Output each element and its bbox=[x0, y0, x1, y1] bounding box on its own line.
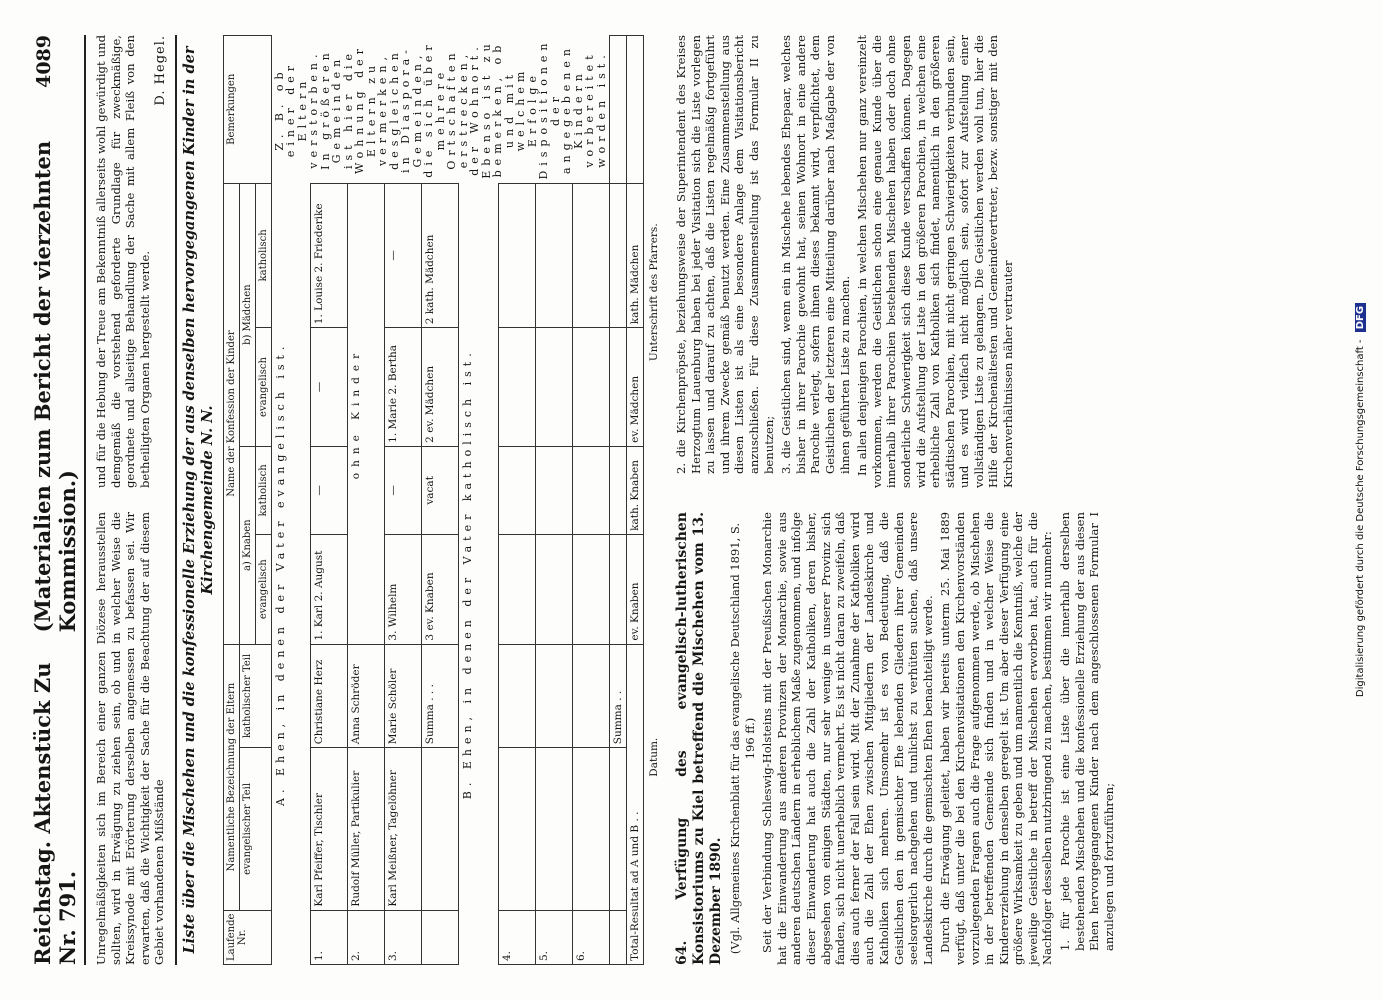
th-nr: Laufende Nr. bbox=[223, 910, 271, 964]
row-nr: 6. bbox=[572, 910, 609, 964]
credit-text: Digitalisierung gefördert durch die Deutsche Forschungsgemeinschaft - bbox=[1355, 339, 1366, 698]
summa-a-boys-ev: 3 ev. Knaben bbox=[422, 534, 459, 644]
row-girls-ev: 1. Marie 2. Bertha bbox=[385, 328, 422, 447]
signature: D. Hegel. bbox=[153, 35, 168, 106]
table-title: Liste über die Mischehen und die konfessionelle Erziehung der aus denselben hervorgegangenen Kinder in der Kirchengemeinde N. N. bbox=[180, 46, 216, 954]
summa-a-girls-ev: 2 ev. Mädchen bbox=[422, 328, 459, 447]
remarks-cell: Z. B. ob einer der Eltern verstorben. In größeren Gemeinden ist hier die Wohnung der Eltern zu vermerken, desgleichen in Diaspora-Gemeinden, die sich über mehrere Ortschaften erstrecken, der Wohnort. Ebenso ist zu bemerken, ob und mit welchem Erfolge Dispositionen der angegebenen Kindern vorbereitet worden ist. bbox=[271, 36, 610, 184]
th-girls-ev: evangelisch bbox=[255, 328, 271, 447]
th-boys-kath: katholisch bbox=[255, 446, 271, 534]
total-girls-kath: kath. Mädchen bbox=[627, 183, 644, 328]
row-nr: 3. bbox=[385, 910, 422, 964]
th-girls: b) Mädchen bbox=[239, 183, 255, 446]
summa-a-label: Summa . . . bbox=[422, 644, 459, 748]
row-boys-ev: 3. Wilhelm bbox=[385, 534, 422, 644]
row-evang: Karl Pfeiffer, Tischler bbox=[310, 748, 347, 910]
row-boys-kath: — bbox=[310, 446, 347, 534]
article-title: 64. Verfügung des evangelisch-lutherischen Konsistoriums zu Kiel betreffend die Mischehen vom 13. Dezember 1890. bbox=[674, 512, 724, 965]
article-item-2: 2. die Kirchenpröpste, beziehungsweise der Superintendent des Kreises Herzogtum Lauenburg haben bei jeder Visitation sich die Liste vorlegen zu lassen und darauf zu achten, daß die Listen regelmäßig fortgeführt und ihrem Zwecke gemäß benutzt werden. Eine Zusammenstellung aus diesen Listen ist als eine besondere Anlage dem Visitationsbericht anzuschließen. Für diese Zusammenstellung ist das Formular II zu benutzen; bbox=[674, 35, 776, 474]
summa-b-label: Summa . . bbox=[610, 644, 627, 748]
article-item-3: 3. die Geistlichen sind, wenn ein in Mischehe lebendes Ehepaar, welches bisher in ihrer Parochie gewohnt hat, seinen Wohnort in eine andere Parochie verlegt, sofern ihnen dieses bekannt wird, verpflichtet, dem Geistlichen der letzteren eine Mitteilung darüber nach Maßgabe der von ihnen geführten Liste zu machen. bbox=[779, 35, 852, 474]
table-footer bbox=[648, 35, 660, 965]
article-left-column bbox=[674, 512, 1119, 965]
date-label: Datum. bbox=[648, 737, 660, 777]
dfg-logo: DFG bbox=[1355, 303, 1366, 332]
section-b: B. Ehen, in denen der Vater katholisch ist. bbox=[459, 183, 498, 964]
signature-label: Unterschrift des Pfarrers. bbox=[648, 223, 660, 362]
header-center: (Materialien zum Bericht der vierzehnten Kommission.) bbox=[30, 140, 80, 633]
th-children: Name der Konfession der Kinder bbox=[223, 183, 239, 644]
top-right-column bbox=[94, 35, 169, 488]
top-text-columns bbox=[94, 35, 169, 965]
article-reference: (Vgl. Allgemeines Kirchenblatt für das evangelische Deutschland 1891, S. 196 ff.) bbox=[728, 522, 757, 955]
th-remarks: Bemerkungen bbox=[223, 36, 271, 184]
top-left-column: Unregelmäßigkeiten sich im Bereich einer ganzen Diözese herausstellen sollten, wird in Erwägung zu ziehen sein, ob und in welcher Weise die Kreissynode mit Erörterung derselben angemessen zu befassen sei. Wir erwarten, daß die Wichtigkeit der Sache für die Beachtung der auf diesem Gebiet vorhandenen Mißstände bbox=[94, 512, 166, 965]
article-paragraph-2: Durch die Erwägung geleitet, haben wir bereits unterm 25. Mai 1889 verfügt, daß unter die bei den Kirchenvisitationen den Kirchenvorständen vorzulegenden Fragen auch die Frage aufgenommen werde, ob Mischehen in der betreffenden Gemeinde sich finden und in welcher Weise die Kindererziehung in denselben geregelt ist. Um aber dieser Verfügung eine größere Wirksamkeit zu geben und um namentlich die Kenntniß, welche der jeweilige Geistliche in betreff der Mischehen erworben hat, auch für die Nachfolger desselben nutzbringend zu machen, bestimmen wir nunmehr: bbox=[938, 512, 1055, 965]
row-girls-kath: 1. Louise 2. Friederike bbox=[310, 183, 347, 328]
row-no-children: ohne Kinder bbox=[347, 183, 384, 644]
total-girls-ev: ev. Mädchen bbox=[627, 328, 644, 447]
row-kath: Anna Schröder bbox=[347, 644, 384, 748]
article-right-column bbox=[674, 35, 1119, 488]
header-left: Reichstag. Aktenstück Zu Nr. 791. bbox=[30, 662, 80, 965]
summa-a-girls-kath: 2 kath. Mädchen bbox=[422, 183, 459, 328]
total-boys-ev: ev. Knaben bbox=[627, 534, 644, 644]
row-nr: 1. bbox=[310, 910, 347, 964]
total-label: Total-Resultat ad A und B . . bbox=[627, 644, 644, 964]
th-boys: a) Knaben bbox=[239, 446, 255, 644]
top-right-text: und für die Hebung der Treue am Bekenntniß allerseits wohl gewürdigt und demgemäß die vorstehend geforderte Grundlage für zweckmäßige, geordnete und allseitige Behandlung der Sache mit allem Fleiß von den betheiligten Organen hergestellt werde. bbox=[94, 35, 152, 488]
divider bbox=[175, 35, 177, 965]
total-boys-kath: kath. Knaben bbox=[627, 446, 644, 534]
summa-b-row bbox=[610, 36, 627, 965]
mixed-marriage-table bbox=[223, 35, 645, 965]
row-kath: Marie Schöler bbox=[385, 644, 422, 748]
row-evang: Rudolf Müller, Partikulier bbox=[347, 748, 384, 910]
th-boys-ev: evangelisch bbox=[255, 534, 271, 644]
row-evang: Karl Meißner, Tagelöhner bbox=[385, 748, 422, 910]
article-paragraph-1: Seit der Verbindung Schleswig-Holsteins mit der Preußischen Monarchie hat die Einwanderung aus anderen Provinzen der Monarchie, sowie aus anderen deutschen Ländern in erheblichem Maße zugenommen, und infolge dieser Einwanderung hat auch die Zahl der Katholiken, deren bisher, abgesehen von einigen Städten, nur sehr wenige in unserer Provinz sich fanden, sich nicht unerheblich vermehrt. Es ist nicht daran zu zweifeln, daß dies auch ferner der Fall sein wird. Mit der Zunahme der Katholiken wird auch die Zahl der Ehen zwischen Mitgliedern der Landeskirche und Katholiken sich mehren. Umsomehr ist es von Bedeutung, daß die Geistlichen den in gemischter Ehe lebenden Gliedern ihrer Gemeinden seelsorgerlich nachgehen und tunlichst zu verhüten suchen, daß unsere Landeskirche durch die gemischten Ehen benachteiligt werde. bbox=[760, 512, 935, 965]
th-girls-kath: katholisch bbox=[255, 183, 271, 328]
article-paragraph-3: In allen denjenigen Parochien, in welchen Mischehen nur ganz vereinzelt vorkommen, werden die Geistlichen schon eine genaue Kunde über die innerhalb ihrer Parochien bestehenden Mischehen haben oder doch ohne sonderliche Schwierigkeit sich diese Kunde verschaffen können. Dagegen wird die Aufstellung der Liste in den größeren Parochien, in welchen eine erhebliche Zahl von Katholiken sich findet, namentlich in den größeren städtischen Parochien, mit nicht geringen Schwierigkeiten verbunden sein, und es wird vielfach nicht möglich sein, sofort zur Aufstellung einer vollständigen Liste zu gelangen. Die Geistlichen werden wohl tun, hier die Hilfe der Kirchenältesten und Gemeindevertreter, bezw. sonstiger mit den Kirchenverhältnissen näher vertrauter bbox=[855, 35, 1016, 488]
page-number: 4089 bbox=[33, 35, 55, 88]
row-girls-kath: — bbox=[385, 183, 422, 328]
section-a: A. Ehen, in denen der Vater evangelisch ist. bbox=[271, 183, 310, 964]
row-nr: 4. bbox=[498, 910, 535, 964]
th-evang: evangelischer Teil bbox=[239, 748, 271, 910]
total-row bbox=[627, 36, 644, 965]
row-nr: 5. bbox=[535, 910, 572, 964]
row-boys-ev: 1. Karl 2. August bbox=[310, 534, 347, 644]
document-page bbox=[30, 35, 1280, 965]
summa-a-boys-kath: vacat bbox=[422, 446, 459, 534]
article-item-1: 1. für jede Parochie ist eine Liste über die innerhalb derselben bestehenden Mischehen und die konfessionelle Erziehung der aus diesen Ehen hervorgegangenen Kinder nach dem angeschlossenen Formular I anzulegen und fortzuführen; bbox=[1058, 512, 1116, 951]
row-girls-ev: — bbox=[310, 328, 347, 447]
row-kath: Christiane Herz bbox=[310, 644, 347, 748]
th-kath: katholischer Teil bbox=[239, 644, 271, 748]
row-nr: 2. bbox=[347, 910, 384, 964]
row-boys-kath: — bbox=[385, 446, 422, 534]
digitization-credit bbox=[1355, 0, 1366, 1000]
article-columns bbox=[674, 35, 1119, 965]
running-header bbox=[30, 35, 86, 965]
th-parents: Namentliche Bezeichnung der Eltern bbox=[223, 644, 239, 910]
